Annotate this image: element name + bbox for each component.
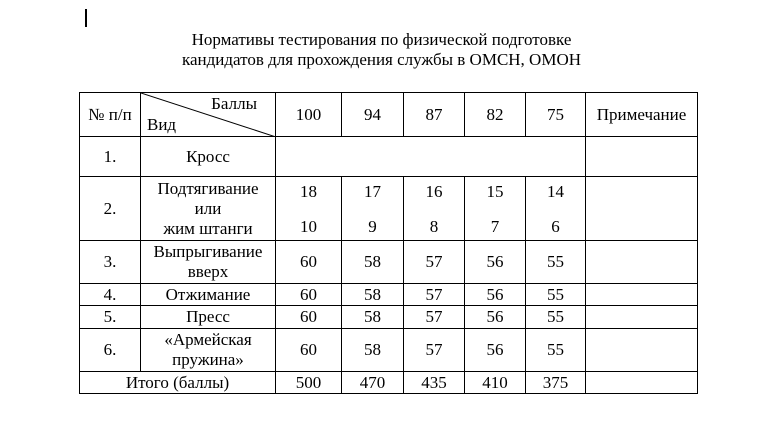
- header-note: Примечание: [586, 93, 698, 137]
- row-value: [465, 177, 526, 241]
- row-value: 55: [526, 241, 586, 284]
- row-value: 56: [465, 306, 526, 329]
- value-pullups: 15: [486, 182, 504, 201]
- row-value: 58: [342, 241, 404, 284]
- header-score: 87: [404, 93, 465, 137]
- table-row: [80, 306, 698, 329]
- row-value: 60: [276, 329, 342, 372]
- table-row: [80, 329, 698, 372]
- header-type-label: Вид: [147, 115, 177, 134]
- row-num: 5.: [80, 306, 141, 329]
- row-num: 3.: [80, 241, 141, 284]
- row-value: 58: [342, 306, 404, 329]
- row-note: [586, 177, 698, 241]
- total-value: 470: [342, 372, 404, 394]
- row-value: 57: [404, 329, 465, 372]
- row-value: 55: [526, 284, 586, 306]
- row-note: [586, 137, 698, 177]
- header-score: 82: [465, 93, 526, 137]
- row-value: [342, 177, 404, 241]
- row-value: 56: [465, 241, 526, 284]
- row-merged-values: [276, 137, 586, 177]
- header-score: 100: [276, 93, 342, 137]
- value-press: 10: [300, 217, 317, 236]
- row-value: 55: [526, 329, 586, 372]
- row-name: Кросс: [141, 137, 276, 177]
- value-press: 6: [551, 217, 560, 236]
- row-name: Пресс: [141, 306, 276, 329]
- title-line-1: Нормативы тестирования по физической подготовке: [191, 30, 572, 49]
- row-name: [141, 177, 276, 241]
- total-value: 410: [465, 372, 526, 394]
- row-value: 55: [526, 306, 586, 329]
- total-label: Итого (баллы): [80, 372, 276, 394]
- total-value: 375: [526, 372, 586, 394]
- row-name: Отжимание: [141, 284, 276, 306]
- total-value: 500: [276, 372, 342, 394]
- table-row: [80, 241, 698, 284]
- total-value: 435: [404, 372, 465, 394]
- value-press: 8: [429, 217, 439, 236]
- row-name-line: Подтягивание: [157, 178, 259, 198]
- row-name: «Армейская пружина»: [141, 329, 276, 372]
- text-cursor: [85, 9, 87, 27]
- value-press: 7: [490, 217, 500, 236]
- row-value: [276, 177, 342, 241]
- header-score: 75: [526, 93, 586, 137]
- row-value: 60: [276, 241, 342, 284]
- header-num: № п/п: [80, 93, 141, 137]
- table-row: [80, 177, 698, 241]
- norms-table: [79, 92, 698, 394]
- row-value: 60: [276, 284, 342, 306]
- value-press: 9: [368, 217, 377, 236]
- title-line-2: кандидатов для прохождения службы в ОМСН, ОМОН: [181, 50, 582, 69]
- row-note: [586, 329, 698, 372]
- row-note: [586, 306, 698, 329]
- row-name: Выпрыгивание вверх: [141, 241, 276, 284]
- row-value: [404, 177, 465, 241]
- row-value: 56: [465, 284, 526, 306]
- row-value: 56: [465, 329, 526, 372]
- table-row: [80, 137, 698, 177]
- row-num: 1.: [80, 137, 141, 177]
- value-pullups: 18: [300, 182, 317, 201]
- row-value: 58: [342, 284, 404, 306]
- row-value: 57: [404, 241, 465, 284]
- row-value: 60: [276, 306, 342, 329]
- row-num: 6.: [80, 329, 141, 372]
- row-note: [586, 284, 698, 306]
- document-title: [0, 30, 763, 70]
- value-pullups: 14: [547, 182, 564, 201]
- row-value: 57: [404, 284, 465, 306]
- row-name-line: жим штанги: [163, 218, 253, 238]
- row-num: 2.: [80, 177, 141, 241]
- header-points-label: Баллы: [211, 94, 257, 113]
- row-note: [586, 241, 698, 284]
- row-value: 58: [342, 329, 404, 372]
- value-pullups: 17: [364, 182, 381, 201]
- total-row: [80, 372, 698, 394]
- row-value: 57: [404, 306, 465, 329]
- row-num: 4.: [80, 284, 141, 306]
- table-row: [80, 284, 698, 306]
- total-note: [586, 372, 698, 394]
- value-pullups: 16: [425, 182, 443, 201]
- header-row: [80, 93, 698, 137]
- header-score: 94: [342, 93, 404, 137]
- row-name-line: или: [194, 198, 222, 218]
- header-diagonal-cell: [141, 93, 276, 137]
- row-value: [526, 177, 586, 241]
